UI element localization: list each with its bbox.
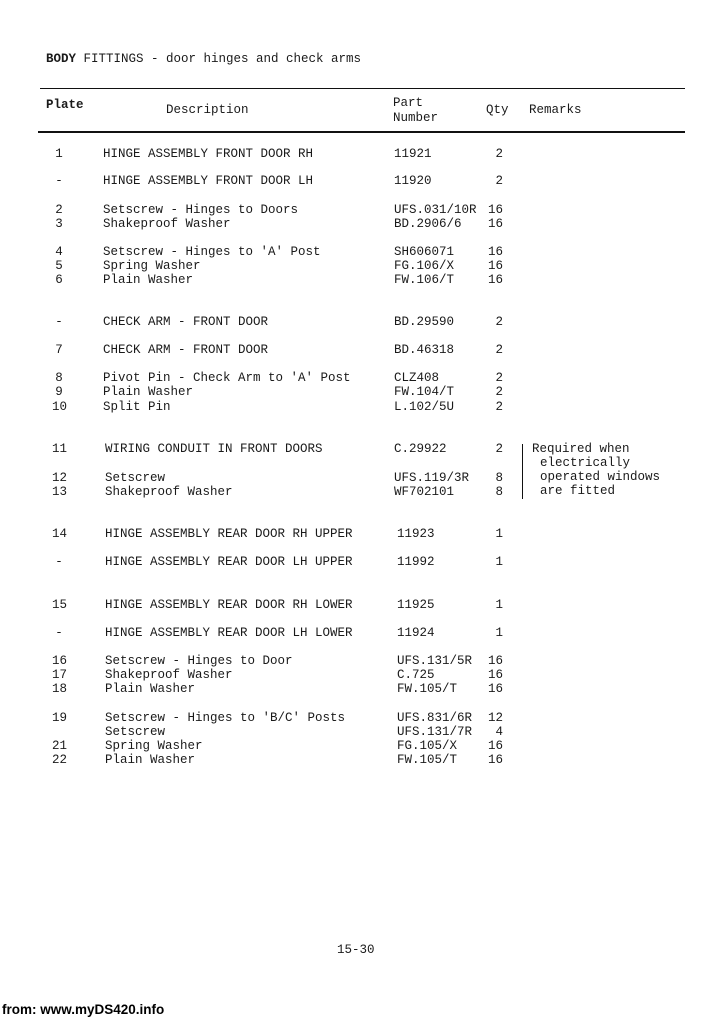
quantity: 16 [487,259,503,273]
plate-number: 11 [52,442,68,456]
plate-number: 15 [52,598,68,612]
part-number: UFS.119/3R [394,471,470,485]
quantity: 2 [495,174,503,188]
remarks-line: electrically [540,456,631,470]
plate-number: 13 [52,485,68,499]
plate-number: 8 [55,371,63,385]
part-number: CLZ408 [394,371,440,385]
part-number: FG.105/X [397,739,458,753]
part-description: Shakeproof Washer [105,668,233,682]
column-header-qty: Qty [486,103,509,117]
section-title-rest: FITTINGS - door hinges and check arms [76,52,362,66]
part-description: HINGE ASSEMBLY REAR DOOR RH UPPER [105,527,353,541]
part-number: WF702101 [394,485,455,499]
quantity: 16 [487,654,503,668]
part-description: Setscrew [105,471,166,485]
part-number: FW.105/T [397,682,458,696]
plate-number: 14 [52,527,68,541]
part-number: 11992 [397,555,435,569]
plate-number: 12 [52,471,68,485]
plate-number: - [55,555,63,569]
part-number: UFS.031/10R [394,203,477,217]
header-top-rule [40,88,685,89]
part-number: 11925 [397,598,435,612]
part-description: CHECK ARM - FRONT DOOR [103,315,269,329]
quantity: 2 [495,400,503,414]
plate-number: 21 [52,739,68,753]
part-description: Shakeproof Washer [103,217,231,231]
part-description: Pivot Pin - Check Arm to 'A' Post [103,371,351,385]
part-number: BD.46318 [394,343,455,357]
column-header-part-line2: Number [393,111,439,125]
plate-number: 5 [55,259,63,273]
part-description: Shakeproof Washer [105,485,233,499]
quantity: 1 [495,527,503,541]
quantity: 16 [487,217,503,231]
quantity: 2 [495,442,503,456]
quantity: 2 [495,371,503,385]
plate-number: 18 [52,682,68,696]
part-description: Setscrew [105,725,166,739]
quantity: 1 [495,555,503,569]
quantity: 16 [487,753,503,767]
quantity: 16 [487,739,503,753]
section-title-bold: BODY [46,52,77,66]
plate-number: - [55,315,63,329]
part-description: HINGE ASSEMBLY FRONT DOOR LH [103,174,314,188]
plate-number: 6 [55,273,63,287]
plate-number: 22 [52,753,68,767]
plate-number: 9 [55,385,63,399]
part-description: WIRING CONDUIT IN FRONT DOORS [105,442,323,456]
plate-number: 4 [55,245,63,259]
quantity: 4 [495,725,503,739]
quantity: 16 [487,245,503,259]
part-description: Plain Washer [103,385,194,399]
remarks-line: are fitted [540,484,616,498]
remarks-line: operated windows [540,470,661,484]
part-description: HINGE ASSEMBLY REAR DOOR LH LOWER [105,626,353,640]
part-number: C.725 [397,668,435,682]
part-number: FW.104/T [394,385,455,399]
part-number: FG.106/X [394,259,455,273]
quantity: 12 [487,711,503,725]
part-number: 11920 [394,174,432,188]
part-description: Spring Washer [103,259,201,273]
part-number: BD.2906/6 [394,217,462,231]
quantity: 8 [495,471,503,485]
quantity: 16 [487,682,503,696]
part-number: UFS.131/5R [397,654,473,668]
part-number: FW.105/T [397,753,458,767]
part-description: HINGE ASSEMBLY FRONT DOOR RH [103,147,314,161]
part-description: Plain Washer [105,753,196,767]
part-description: Setscrew - Hinges to 'A' Post [103,245,321,259]
column-header-plate: Plate [46,98,84,112]
part-number: FW.106/T [394,273,455,287]
part-description: Setscrew - Hinges to Doors [103,203,299,217]
plate-number: 10 [52,400,68,414]
quantity: 2 [495,343,503,357]
column-header-description: Description [166,103,249,117]
quantity: 2 [495,385,503,399]
plate-number: 3 [55,217,63,231]
quantity: 16 [487,668,503,682]
part-description: Setscrew - Hinges to 'B/C' Posts [105,711,346,725]
quantity: 1 [495,626,503,640]
footer-source-text: from: www.myDS420.info [2,1002,165,1017]
page-number: 15-30 [337,943,375,957]
plate-number: 16 [52,654,68,668]
part-number: BD.29590 [394,315,455,329]
part-description: Split Pin [103,400,171,414]
plate-number: - [55,174,63,188]
plate-number: 17 [52,668,68,682]
part-number: 11924 [397,626,435,640]
column-header-remarks: Remarks [529,103,582,117]
part-description: Plain Washer [105,682,196,696]
part-description: CHECK ARM - FRONT DOOR [103,343,269,357]
remarks-line: Required when [532,442,630,456]
part-description: Spring Washer [105,739,203,753]
part-description: HINGE ASSEMBLY REAR DOOR LH UPPER [105,555,353,569]
quantity: 1 [495,598,503,612]
plate-number: 19 [52,711,68,725]
part-number: C.29922 [394,442,447,456]
part-number: L.102/5U [394,400,455,414]
plate-number: 2 [55,203,63,217]
part-number: UFS.831/6R [397,711,473,725]
quantity: 2 [495,147,503,161]
part-number: SH606071 [394,245,455,259]
quantity: 2 [495,315,503,329]
part-description: HINGE ASSEMBLY REAR DOOR RH LOWER [105,598,353,612]
section-title [46,52,361,66]
header-bottom-rule [38,131,685,133]
part-number: UFS.131/7R [397,725,473,739]
plate-number: - [55,626,63,640]
quantity: 16 [487,273,503,287]
part-description: Plain Washer [103,273,194,287]
part-number: 11921 [394,147,432,161]
column-header-part-line1: Part [393,96,424,110]
plate-number: 7 [55,343,63,357]
plate-number: 1 [55,147,63,161]
part-number: 11923 [397,527,435,541]
remarks-bracket-line [522,444,523,499]
part-description: Setscrew - Hinges to Door [105,654,293,668]
quantity: 16 [487,203,503,217]
quantity: 8 [495,485,503,499]
